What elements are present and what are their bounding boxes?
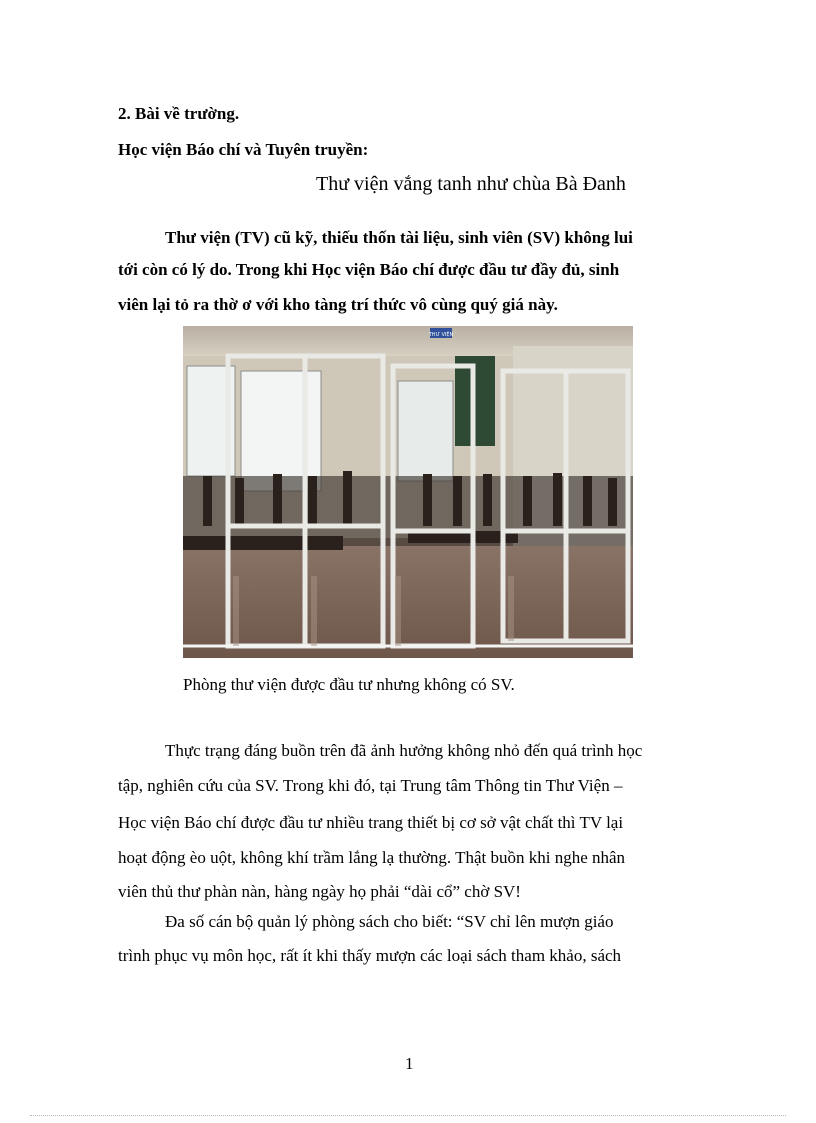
body-line: trình phục vụ môn học, rất ít khi thấy mượn các loại sách tham khảo, sách <box>118 946 622 965</box>
lead-line: tới còn có lý do. Trong khi Học viện Báo chí được đầu tư đầy đủ, sinh <box>118 260 620 279</box>
lead-line: Thư viện (TV) cũ kỹ, thiếu thốn tài liệu, sinh viên (SV) không lui <box>165 228 633 247</box>
lead-line: viên lại tỏ ra thờ ơ với kho tàng trí thức vô cùng quý giá này. <box>118 295 558 314</box>
section-heading: 2. Bài về trường. <box>118 104 240 123</box>
library-room-photo <box>183 326 633 658</box>
page-divider <box>30 1115 786 1116</box>
section-subheading: Học viện Báo chí và Tuyên truyền: <box>118 140 369 159</box>
figure-caption: Phòng thư viện được đầu tư nhưng không có SV. <box>183 675 515 694</box>
body-line: Học viện Báo chí được đầu tư nhiều trang thiết bị cơ sở vật chất thì TV lại <box>118 813 624 832</box>
body-line: viên thủ thư phàn nàn, hàng ngày họ phải “dài cổ” chờ SV! <box>118 882 521 901</box>
body-line: Thực trạng đáng buồn trên đã ảnh hưởng không nhỏ đến quá trình học <box>165 741 643 760</box>
body-line: Đa số cán bộ quản lý phòng sách cho biết: “SV chỉ lên mượn giáo <box>165 912 614 931</box>
body-line: hoạt động èo uột, không khí trầm lắng lạ thường. Thật buồn khi nghe nhân <box>118 848 626 867</box>
page-number: 1 <box>405 1054 414 1073</box>
door-sign: THƯ VIỆN <box>428 332 454 338</box>
article-title: Thư viện vắng tanh như chùa Bà Đanh <box>316 173 626 195</box>
body-line: tập, nghiên cứu của SV. Trong khi đó, tại Trung tâm Thông tin Thư Viện – <box>118 776 623 795</box>
